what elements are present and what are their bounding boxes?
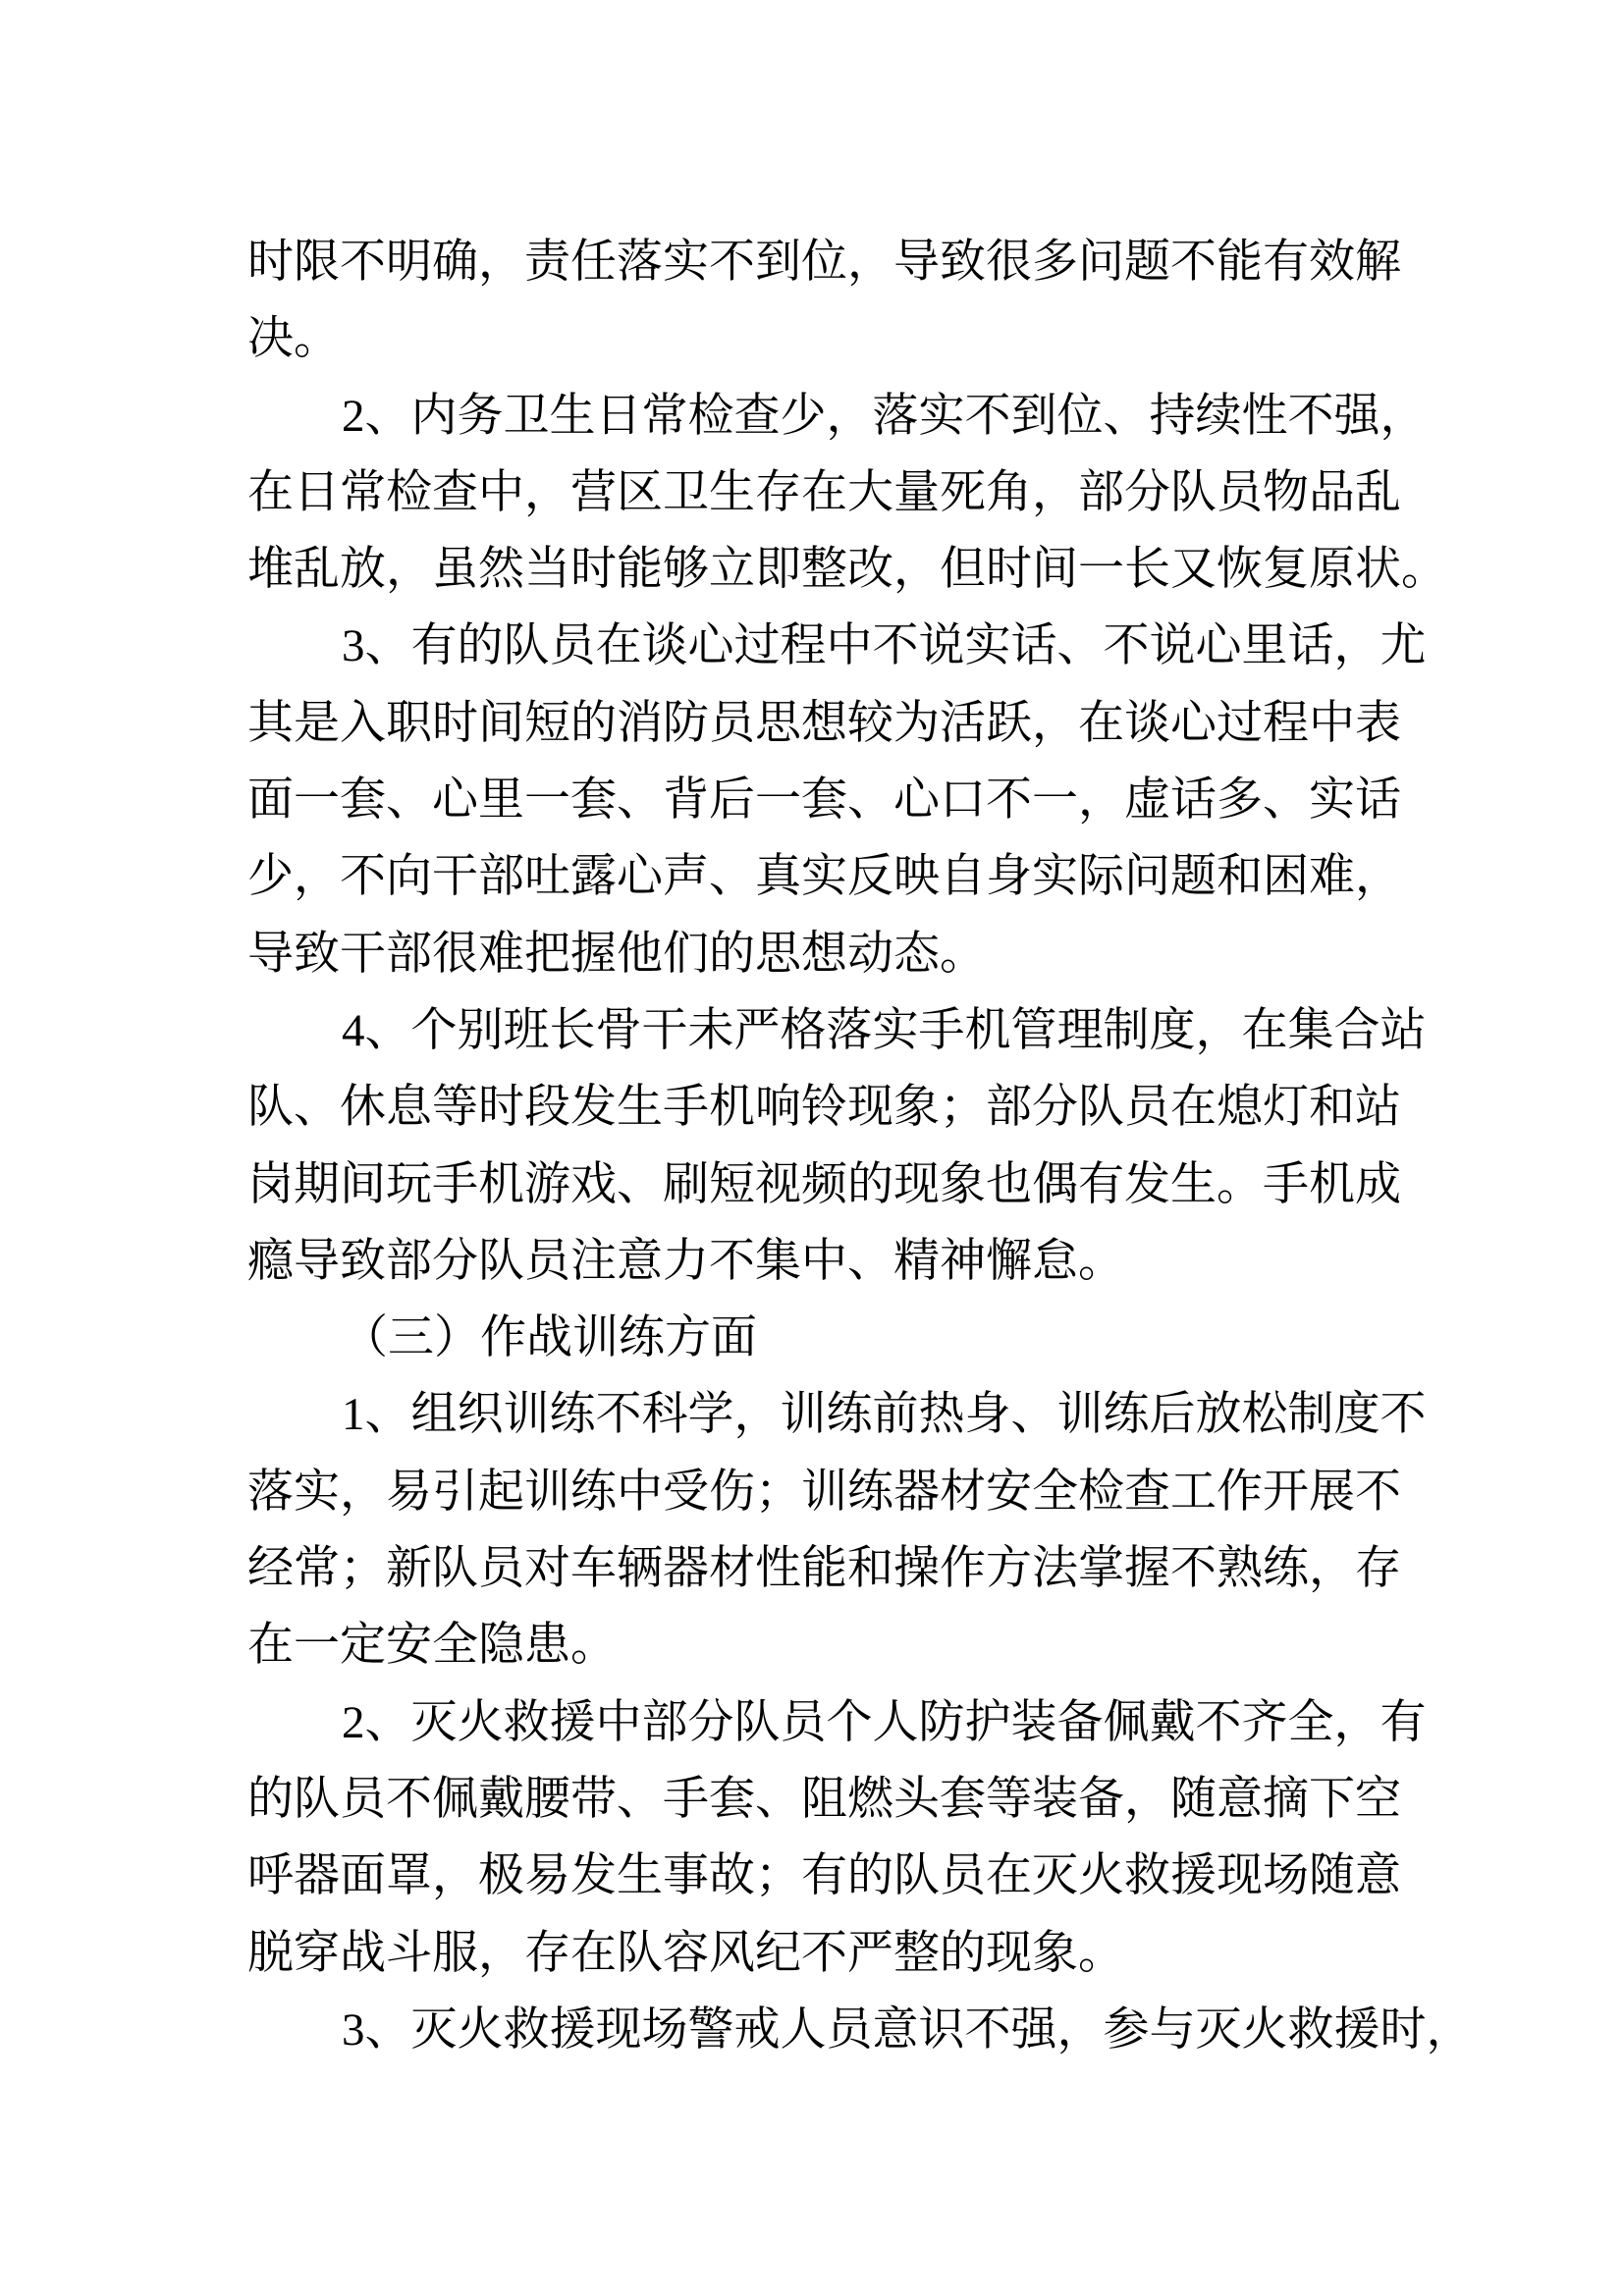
text-line: 瘾导致部分队员注意力不集中、精神懈怠。 [247,1235,1124,1287]
section-heading [247,1300,1384,1376]
text-line: 3、有的队员在谈心过程中不说实话、不说心里话，尤 [342,620,1427,672]
text-line: 2、灭火救援中部分队员个人防护装备佩戴不齐全，有 [342,1696,1427,1748]
text-line: 少，不向干部吐露心声、真实反映自身实际问题和困难， [247,851,1401,903]
paragraph [247,224,1401,378]
text-line: 经常；新队员对车辆器材性能和操作方法掌握不熟练，存 [247,1543,1401,1595]
paragraph [247,1684,1427,1992]
paragraph [247,1992,1473,2068]
text-line: 呼器面罩，极易发生事故；有的队员在灭火救援现场随意 [247,1850,1401,1902]
text-line: 落实，易引起训练中受伤；训练器材安全检查工作开展不 [247,1466,1401,1518]
text-line: 脱穿战斗服，存在队容风纪不严整的现象。 [247,1927,1124,1979]
paragraph [247,992,1427,1300]
text-line: 4、个别班长骨干未严格落实手机管理制度，在集合站 [342,1004,1427,1056]
text-line: 其是入职时间短的消防员思想较为活跃，在谈心过程中表 [247,697,1401,749]
text-line: 1、组织训练不科学，训练前热身、训练后放松制度不 [342,1389,1427,1441]
document-page [247,224,1473,2068]
text-line: 堆乱放，虽然当时能够立即整改，但时间一长又恢复原状。 [247,544,1447,596]
text-line: （三）作战训练方面 [342,1312,757,1364]
text-line: 在日常检查中，营区卫生存在大量死角，部分队员物品乱 [247,466,1401,518]
text-line: 的队员不佩戴腰带、手套、阻燃头套等装备，随意摘下空 [247,1773,1401,1825]
text-line: 时限不明确，责任落实不到位，导致很多问题不能有效解 [247,237,1401,288]
text-line: 决。 [247,313,340,365]
text-line: 岗期间玩手机游戏、刷短视频的现象也偶有发生。手机成 [247,1158,1401,1210]
paragraph [247,608,1427,991]
text-line: 在一定安全隐患。 [247,1620,617,1672]
paragraph [247,378,1447,609]
text-line: 队、休息等时段发生手机响铃现象；部分队员在熄灯和站 [247,1082,1401,1134]
text-line: 面一套、心里一套、背后一套、心口不一，虚话多、实话 [247,774,1401,827]
paragraph [247,1376,1427,1683]
text-line: 导致干部很难把握他们的思想动态。 [247,928,986,980]
text-line: 3、灭火救援现场警戒人员意识不强，参与灭火救援时， [342,2003,1473,2056]
text-line: 2、内务卫生日常检查少，落实不到位、持续性不强， [342,390,1427,442]
